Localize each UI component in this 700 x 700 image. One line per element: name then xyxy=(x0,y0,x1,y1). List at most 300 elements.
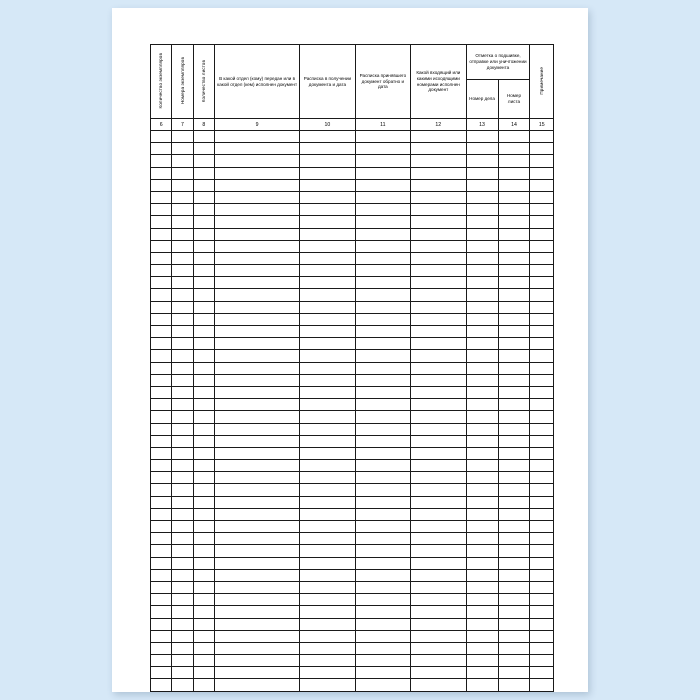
table-cell[interactable] xyxy=(214,350,299,362)
table-cell[interactable] xyxy=(193,460,214,472)
table-cell[interactable] xyxy=(214,496,299,508)
table-cell[interactable] xyxy=(411,277,466,289)
table-cell[interactable] xyxy=(498,301,530,313)
table-cell[interactable] xyxy=(411,630,466,642)
table-row[interactable] xyxy=(151,265,554,277)
table-row[interactable] xyxy=(151,484,554,496)
table-cell[interactable] xyxy=(214,508,299,520)
table-cell[interactable] xyxy=(498,362,530,374)
table-cell[interactable] xyxy=(151,411,172,423)
table-row[interactable] xyxy=(151,301,554,313)
table-cell[interactable] xyxy=(498,606,530,618)
table-cell[interactable] xyxy=(411,167,466,179)
table-cell[interactable] xyxy=(151,435,172,447)
table-cell[interactable] xyxy=(355,289,410,301)
table-cell[interactable] xyxy=(300,606,355,618)
table-cell[interactable] xyxy=(214,191,299,203)
table-cell[interactable] xyxy=(466,313,498,325)
table-cell[interactable] xyxy=(193,667,214,679)
table-cell[interactable] xyxy=(193,533,214,545)
table-cell[interactable] xyxy=(300,277,355,289)
table-cell[interactable] xyxy=(355,240,410,252)
table-cell[interactable] xyxy=(466,362,498,374)
table-cell[interactable] xyxy=(300,143,355,155)
table-cell[interactable] xyxy=(214,326,299,338)
table-cell[interactable] xyxy=(300,618,355,630)
table-cell[interactable] xyxy=(193,386,214,398)
table-cell[interactable] xyxy=(355,642,410,654)
table-cell[interactable] xyxy=(355,557,410,569)
table-cell[interactable] xyxy=(214,521,299,533)
table-cell[interactable] xyxy=(498,642,530,654)
table-cell[interactable] xyxy=(300,533,355,545)
table-cell[interactable] xyxy=(193,216,214,228)
table-cell[interactable] xyxy=(498,374,530,386)
table-cell[interactable] xyxy=(214,655,299,667)
table-cell[interactable] xyxy=(530,301,554,313)
table-cell[interactable] xyxy=(151,630,172,642)
table-cell[interactable] xyxy=(411,326,466,338)
table-row[interactable] xyxy=(151,399,554,411)
table-cell[interactable] xyxy=(411,411,466,423)
table-cell[interactable] xyxy=(530,521,554,533)
table-cell[interactable] xyxy=(193,289,214,301)
table-cell[interactable] xyxy=(466,265,498,277)
table-cell[interactable] xyxy=(193,508,214,520)
table-cell[interactable] xyxy=(411,240,466,252)
table-cell[interactable] xyxy=(530,545,554,557)
table-cell[interactable] xyxy=(214,667,299,679)
table-cell[interactable] xyxy=(172,411,193,423)
table-cell[interactable] xyxy=(530,386,554,398)
table-cell[interactable] xyxy=(466,642,498,654)
table-cell[interactable] xyxy=(411,496,466,508)
table-cell[interactable] xyxy=(466,423,498,435)
table-cell[interactable] xyxy=(300,350,355,362)
table-cell[interactable] xyxy=(214,386,299,398)
table-cell[interactable] xyxy=(498,313,530,325)
table-row[interactable] xyxy=(151,350,554,362)
table-cell[interactable] xyxy=(498,252,530,264)
table-row[interactable] xyxy=(151,521,554,533)
table-cell[interactable] xyxy=(466,533,498,545)
table-row[interactable] xyxy=(151,155,554,167)
table-cell[interactable] xyxy=(355,386,410,398)
table-cell[interactable] xyxy=(214,484,299,496)
table-cell[interactable] xyxy=(411,338,466,350)
table-cell[interactable] xyxy=(498,277,530,289)
table-cell[interactable] xyxy=(300,642,355,654)
table-row[interactable] xyxy=(151,374,554,386)
table-cell[interactable] xyxy=(411,289,466,301)
table-cell[interactable] xyxy=(530,155,554,167)
table-cell[interactable] xyxy=(172,521,193,533)
table-cell[interactable] xyxy=(466,411,498,423)
table-cell[interactable] xyxy=(466,569,498,581)
table-cell[interactable] xyxy=(355,411,410,423)
table-cell[interactable] xyxy=(151,472,172,484)
table-cell[interactable] xyxy=(214,399,299,411)
table-row[interactable] xyxy=(151,252,554,264)
table-cell[interactable] xyxy=(411,399,466,411)
table-cell[interactable] xyxy=(530,240,554,252)
table-cell[interactable] xyxy=(355,508,410,520)
table-cell[interactable] xyxy=(300,435,355,447)
table-cell[interactable] xyxy=(193,338,214,350)
table-cell[interactable] xyxy=(498,338,530,350)
table-cell[interactable] xyxy=(214,642,299,654)
table-cell[interactable] xyxy=(466,228,498,240)
table-cell[interactable] xyxy=(411,265,466,277)
table-cell[interactable] xyxy=(300,581,355,593)
table-cell[interactable] xyxy=(300,630,355,642)
table-cell[interactable] xyxy=(355,460,410,472)
table-cell[interactable] xyxy=(172,496,193,508)
table-cell[interactable] xyxy=(530,411,554,423)
table-cell[interactable] xyxy=(193,301,214,313)
table-cell[interactable] xyxy=(498,216,530,228)
table-cell[interactable] xyxy=(214,228,299,240)
table-cell[interactable] xyxy=(300,362,355,374)
table-cell[interactable] xyxy=(466,667,498,679)
table-cell[interactable] xyxy=(530,131,554,143)
table-cell[interactable] xyxy=(300,386,355,398)
table-cell[interactable] xyxy=(411,143,466,155)
table-cell[interactable] xyxy=(300,179,355,191)
table-cell[interactable] xyxy=(355,350,410,362)
table-cell[interactable] xyxy=(355,179,410,191)
table-cell[interactable] xyxy=(151,167,172,179)
table-cell[interactable] xyxy=(193,252,214,264)
table-cell[interactable] xyxy=(172,338,193,350)
table-cell[interactable] xyxy=(172,204,193,216)
table-cell[interactable] xyxy=(530,191,554,203)
table-cell[interactable] xyxy=(172,179,193,191)
table-row[interactable] xyxy=(151,228,554,240)
table-cell[interactable] xyxy=(172,460,193,472)
table-cell[interactable] xyxy=(530,167,554,179)
table-cell[interactable] xyxy=(466,679,498,691)
table-cell[interactable] xyxy=(530,265,554,277)
table-cell[interactable] xyxy=(466,655,498,667)
table-cell[interactable] xyxy=(151,374,172,386)
table-cell[interactable] xyxy=(214,289,299,301)
table-cell[interactable] xyxy=(411,435,466,447)
table-row[interactable] xyxy=(151,277,554,289)
table-cell[interactable] xyxy=(193,265,214,277)
table-cell[interactable] xyxy=(214,679,299,691)
table-cell[interactable] xyxy=(355,435,410,447)
table-row[interactable] xyxy=(151,240,554,252)
table-cell[interactable] xyxy=(300,313,355,325)
table-cell[interactable] xyxy=(411,460,466,472)
table-cell[interactable] xyxy=(355,326,410,338)
table-cell[interactable] xyxy=(193,411,214,423)
table-row[interactable] xyxy=(151,472,554,484)
table-cell[interactable] xyxy=(300,521,355,533)
table-cell[interactable] xyxy=(466,435,498,447)
table-cell[interactable] xyxy=(300,423,355,435)
table-cell[interactable] xyxy=(530,435,554,447)
table-row[interactable] xyxy=(151,508,554,520)
table-cell[interactable] xyxy=(151,326,172,338)
table-cell[interactable] xyxy=(355,277,410,289)
table-cell[interactable] xyxy=(498,228,530,240)
table-cell[interactable] xyxy=(151,191,172,203)
table-cell[interactable] xyxy=(355,265,410,277)
table-cell[interactable] xyxy=(151,557,172,569)
table-row[interactable] xyxy=(151,618,554,630)
table-cell[interactable] xyxy=(530,594,554,606)
table-cell[interactable] xyxy=(498,545,530,557)
table-cell[interactable] xyxy=(411,216,466,228)
table-cell[interactable] xyxy=(466,472,498,484)
table-cell[interactable] xyxy=(411,423,466,435)
table-cell[interactable] xyxy=(530,447,554,459)
table-cell[interactable] xyxy=(355,521,410,533)
table-cell[interactable] xyxy=(172,557,193,569)
table-cell[interactable] xyxy=(172,655,193,667)
table-cell[interactable] xyxy=(151,423,172,435)
table-cell[interactable] xyxy=(172,630,193,642)
table-cell[interactable] xyxy=(151,240,172,252)
table-cell[interactable] xyxy=(214,338,299,350)
table-cell[interactable] xyxy=(530,423,554,435)
table-cell[interactable] xyxy=(193,618,214,630)
table-cell[interactable] xyxy=(151,155,172,167)
table-cell[interactable] xyxy=(151,606,172,618)
table-cell[interactable] xyxy=(172,301,193,313)
table-cell[interactable] xyxy=(172,679,193,691)
table-cell[interactable] xyxy=(151,362,172,374)
table-cell[interactable] xyxy=(172,143,193,155)
table-cell[interactable] xyxy=(300,155,355,167)
table-row[interactable] xyxy=(151,131,554,143)
table-cell[interactable] xyxy=(172,374,193,386)
table-cell[interactable] xyxy=(498,265,530,277)
table-cell[interactable] xyxy=(300,655,355,667)
table-cell[interactable] xyxy=(498,131,530,143)
table-cell[interactable] xyxy=(466,143,498,155)
table-cell[interactable] xyxy=(530,326,554,338)
table-cell[interactable] xyxy=(214,545,299,557)
table-cell[interactable] xyxy=(214,252,299,264)
table-cell[interactable] xyxy=(193,423,214,435)
table-cell[interactable] xyxy=(355,362,410,374)
table-cell[interactable] xyxy=(355,533,410,545)
table-cell[interactable] xyxy=(172,569,193,581)
table-cell[interactable] xyxy=(355,581,410,593)
table-cell[interactable] xyxy=(530,252,554,264)
table-cell[interactable] xyxy=(466,496,498,508)
table-cell[interactable] xyxy=(151,521,172,533)
table-cell[interactable] xyxy=(193,313,214,325)
table-cell[interactable] xyxy=(193,374,214,386)
table-cell[interactable] xyxy=(193,131,214,143)
table-cell[interactable] xyxy=(214,557,299,569)
table-cell[interactable] xyxy=(214,533,299,545)
table-row[interactable] xyxy=(151,557,554,569)
table-cell[interactable] xyxy=(411,447,466,459)
table-cell[interactable] xyxy=(530,362,554,374)
table-cell[interactable] xyxy=(151,533,172,545)
table-cell[interactable] xyxy=(466,277,498,289)
table-cell[interactable] xyxy=(355,338,410,350)
table-cell[interactable] xyxy=(172,326,193,338)
table-cell[interactable] xyxy=(530,399,554,411)
table-cell[interactable] xyxy=(466,508,498,520)
table-cell[interactable] xyxy=(300,374,355,386)
table-cell[interactable] xyxy=(411,569,466,581)
table-cell[interactable] xyxy=(411,252,466,264)
table-cell[interactable] xyxy=(193,594,214,606)
table-cell[interactable] xyxy=(530,216,554,228)
table-cell[interactable] xyxy=(193,630,214,642)
table-row[interactable] xyxy=(151,191,554,203)
table-cell[interactable] xyxy=(214,362,299,374)
table-cell[interactable] xyxy=(300,569,355,581)
table-cell[interactable] xyxy=(214,569,299,581)
table-cell[interactable] xyxy=(214,606,299,618)
table-cell[interactable] xyxy=(193,655,214,667)
table-cell[interactable] xyxy=(214,131,299,143)
table-cell[interactable] xyxy=(300,484,355,496)
table-cell[interactable] xyxy=(193,557,214,569)
table-cell[interactable] xyxy=(466,447,498,459)
table-cell[interactable] xyxy=(151,618,172,630)
table-cell[interactable] xyxy=(151,447,172,459)
table-cell[interactable] xyxy=(498,240,530,252)
table-cell[interactable] xyxy=(530,642,554,654)
table-row[interactable] xyxy=(151,167,554,179)
table-cell[interactable] xyxy=(193,362,214,374)
table-cell[interactable] xyxy=(530,460,554,472)
table-cell[interactable] xyxy=(214,447,299,459)
table-cell[interactable] xyxy=(193,496,214,508)
table-cell[interactable] xyxy=(530,277,554,289)
table-cell[interactable] xyxy=(411,679,466,691)
table-cell[interactable] xyxy=(355,618,410,630)
table-cell[interactable] xyxy=(411,386,466,398)
table-cell[interactable] xyxy=(466,399,498,411)
table-cell[interactable] xyxy=(172,313,193,325)
table-row[interactable] xyxy=(151,204,554,216)
table-cell[interactable] xyxy=(466,191,498,203)
table-row[interactable] xyxy=(151,447,554,459)
table-cell[interactable] xyxy=(411,533,466,545)
table-row[interactable] xyxy=(151,143,554,155)
table-cell[interactable] xyxy=(214,581,299,593)
table-cell[interactable] xyxy=(355,167,410,179)
table-row[interactable] xyxy=(151,435,554,447)
table-cell[interactable] xyxy=(530,374,554,386)
table-cell[interactable] xyxy=(530,204,554,216)
table-cell[interactable] xyxy=(411,545,466,557)
table-cell[interactable] xyxy=(355,399,410,411)
table-cell[interactable] xyxy=(466,252,498,264)
table-cell[interactable] xyxy=(172,155,193,167)
table-cell[interactable] xyxy=(530,179,554,191)
table-cell[interactable] xyxy=(214,155,299,167)
table-row[interactable] xyxy=(151,326,554,338)
table-cell[interactable] xyxy=(466,240,498,252)
table-cell[interactable] xyxy=(300,240,355,252)
table-cell[interactable] xyxy=(530,667,554,679)
table-cell[interactable] xyxy=(466,131,498,143)
table-cell[interactable] xyxy=(172,667,193,679)
table-row[interactable] xyxy=(151,594,554,606)
table-cell[interactable] xyxy=(498,557,530,569)
table-cell[interactable] xyxy=(411,655,466,667)
table-cell[interactable] xyxy=(466,545,498,557)
table-cell[interactable] xyxy=(498,289,530,301)
table-cell[interactable] xyxy=(355,484,410,496)
table-cell[interactable] xyxy=(466,167,498,179)
table-cell[interactable] xyxy=(498,326,530,338)
table-cell[interactable] xyxy=(466,326,498,338)
table-cell[interactable] xyxy=(466,460,498,472)
table-cell[interactable] xyxy=(193,277,214,289)
table-cell[interactable] xyxy=(151,679,172,691)
table-cell[interactable] xyxy=(193,399,214,411)
table-cell[interactable] xyxy=(498,155,530,167)
table-cell[interactable] xyxy=(355,228,410,240)
table-cell[interactable] xyxy=(411,362,466,374)
table-row[interactable] xyxy=(151,630,554,642)
table-cell[interactable] xyxy=(411,667,466,679)
table-cell[interactable] xyxy=(466,581,498,593)
table-cell[interactable] xyxy=(214,301,299,313)
table-cell[interactable] xyxy=(355,301,410,313)
table-cell[interactable] xyxy=(172,362,193,374)
table-cell[interactable] xyxy=(214,630,299,642)
table-cell[interactable] xyxy=(193,679,214,691)
table-cell[interactable] xyxy=(530,228,554,240)
table-cell[interactable] xyxy=(355,630,410,642)
table-row[interactable] xyxy=(151,460,554,472)
table-cell[interactable] xyxy=(355,155,410,167)
table-cell[interactable] xyxy=(151,460,172,472)
table-cell[interactable] xyxy=(498,386,530,398)
table-cell[interactable] xyxy=(214,204,299,216)
table-cell[interactable] xyxy=(300,496,355,508)
table-cell[interactable] xyxy=(193,569,214,581)
table-cell[interactable] xyxy=(214,167,299,179)
table-cell[interactable] xyxy=(172,289,193,301)
table-cell[interactable] xyxy=(151,228,172,240)
table-cell[interactable] xyxy=(172,484,193,496)
table-cell[interactable] xyxy=(172,399,193,411)
table-cell[interactable] xyxy=(498,399,530,411)
table-cell[interactable] xyxy=(530,350,554,362)
table-cell[interactable] xyxy=(151,252,172,264)
table-cell[interactable] xyxy=(151,277,172,289)
table-cell[interactable] xyxy=(466,521,498,533)
table-cell[interactable] xyxy=(172,545,193,557)
table-cell[interactable] xyxy=(214,460,299,472)
table-cell[interactable] xyxy=(151,399,172,411)
table-cell[interactable] xyxy=(151,265,172,277)
table-cell[interactable] xyxy=(411,521,466,533)
table-cell[interactable] xyxy=(530,655,554,667)
table-cell[interactable] xyxy=(214,423,299,435)
table-cell[interactable] xyxy=(355,545,410,557)
table-cell[interactable] xyxy=(193,326,214,338)
table-cell[interactable] xyxy=(300,460,355,472)
table-cell[interactable] xyxy=(498,423,530,435)
table-cell[interactable] xyxy=(214,435,299,447)
table-cell[interactable] xyxy=(411,155,466,167)
